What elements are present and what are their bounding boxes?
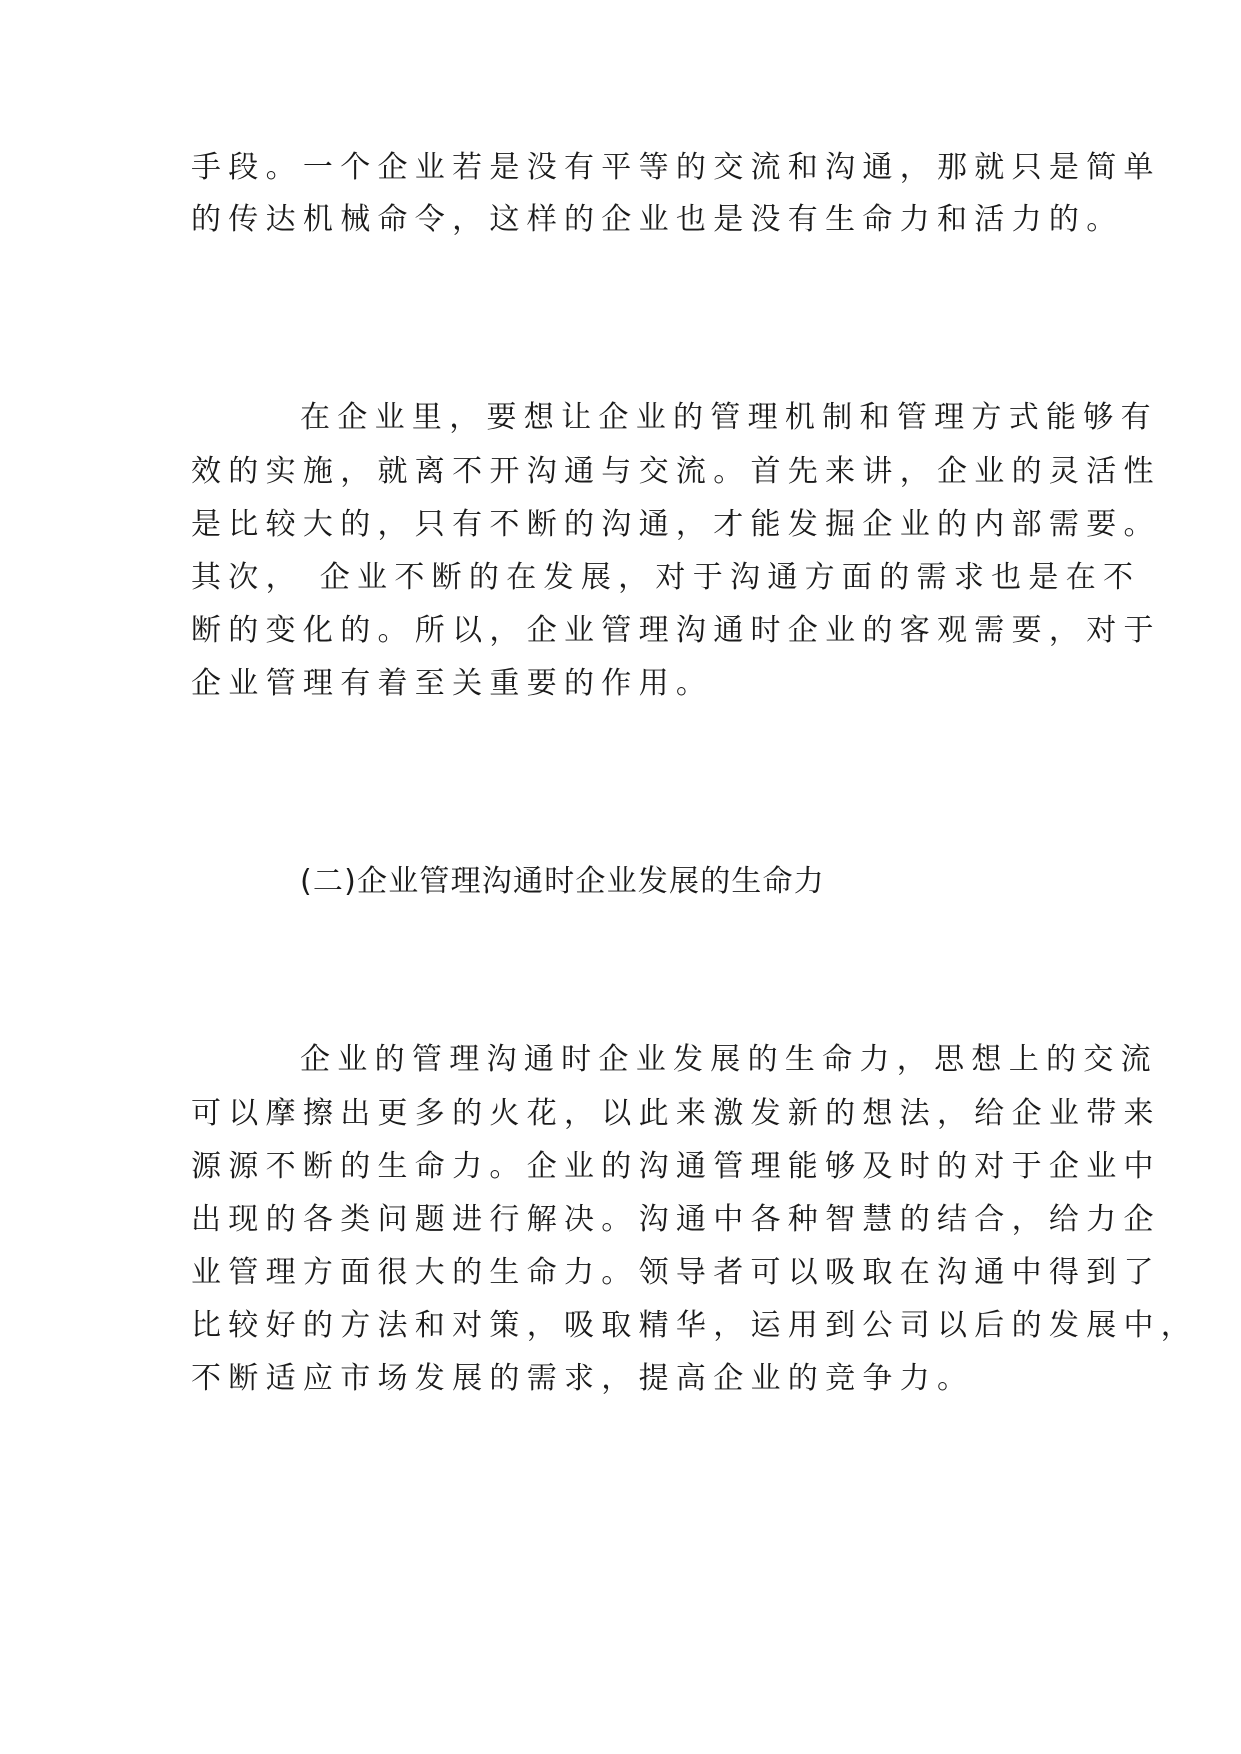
paragraph-line: 手段。一个企业若是没有平等的交流和沟通，那就只是简单 [191,150,1161,185]
paragraph-line: 不断适应市场发展的需求，提高企业的竞争力。 [191,1361,975,1396]
paragraph-line: 企业的管理沟通时企业发展的生命力，思想上的交流 [300,1042,1158,1077]
paragraph-line: 可以摩擦出更多的火花，以此来激发新的想法，给企业带来 [191,1096,1161,1131]
paragraph-line: 效的实施，就离不开沟通与交流。首先来讲，企业的灵活性 [191,454,1161,489]
paragraph-line: 业管理方面很大的生命力。领导者可以吸取在沟通中得到了 [191,1255,1161,1290]
paragraph-line: 的传达机械命令，这样的企业也是没有生命力和活力的。 [191,202,1124,237]
section-heading: (二)企业管理沟通时企业发展的生命力 [300,864,826,899]
paragraph-line: 比较好的方法和对策，吸取精华，运用到公司以后的发展中， [191,1308,1199,1343]
paragraph-line: 企业管理有着至关重要的作用。 [191,666,714,701]
paragraph-line: 其次， 企业不断的在发展，对于沟通方面的需求也是在不 [191,560,1141,595]
paragraph-line: 断的变化的。所以，企业管理沟通时企业的客观需要，对于 [191,613,1161,648]
paragraph-line: 是比较大的，只有不断的沟通，才能发掘企业的内部需要。 [191,507,1161,542]
paragraph-line: 在企业里，要想让企业的管理机制和管理方式能够有 [300,400,1158,435]
paragraph-line: 源源不断的生命力。企业的沟通管理能够及时的对于企业中 [191,1149,1161,1184]
paragraph-line: 出现的各类问题进行解决。沟通中各种智慧的结合，给力企 [191,1202,1161,1237]
